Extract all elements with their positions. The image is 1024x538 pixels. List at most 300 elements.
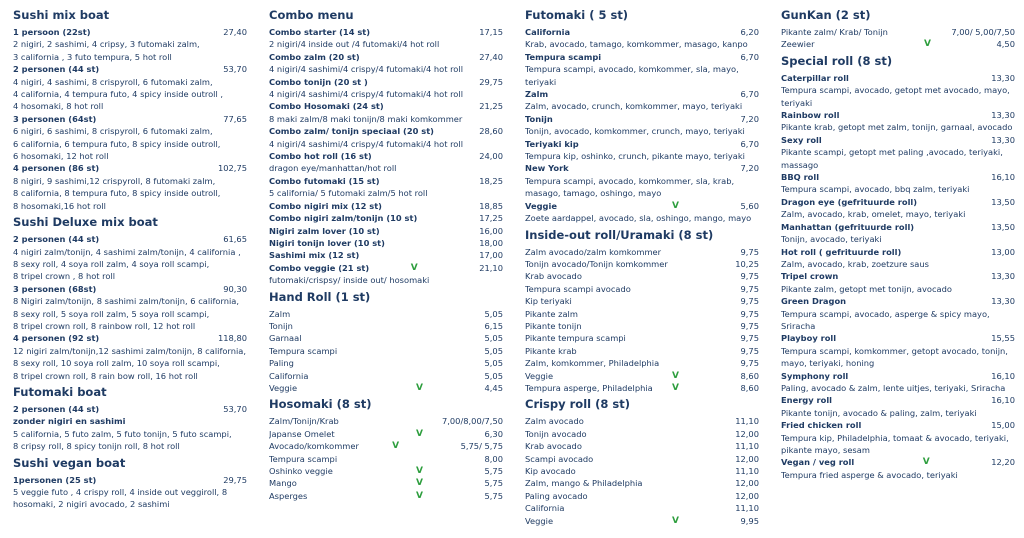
item-description: 4 nigiri/4 sashimi/4 crispy/4 futomaki/4 hot roll — [269, 64, 463, 75]
menu-item — [13, 162, 247, 212]
menu-item — [525, 440, 759, 452]
item-name: Tempura asperge, Philadelphia — [525, 382, 653, 393]
menu-item-row — [269, 477, 503, 489]
item-price: 12,00 — [735, 428, 759, 439]
menu-item-row — [525, 515, 759, 527]
menu-item-row — [269, 76, 503, 88]
vegetarian-icon: V — [672, 200, 679, 211]
menu-section — [781, 54, 1015, 481]
item-name: 2 personen (44 st) — [13, 64, 100, 75]
item-description: 6 california, 6 tempura futo, 8 spicy inside outroll, — [13, 138, 221, 149]
item-description: 5 california, 5 futo zalm, 5 futo tonijn, 5 futo scampi, — [13, 428, 232, 439]
menu-item-row — [525, 308, 759, 320]
item-description: Tempura fried asperge & avocado, teriyaki — [781, 469, 958, 480]
item-price: 7,20 — [740, 113, 759, 124]
menu-item — [781, 295, 1015, 332]
item-description: Tonijn, avocado, komkommer, crunch, mayo, teriyaki — [525, 126, 745, 137]
item-name: Oshinko veggie — [269, 466, 333, 476]
menu-item-row — [269, 26, 503, 38]
item-name: Vegan / veg roll — [781, 457, 855, 468]
menu-section — [269, 397, 503, 502]
item-price: 13,30 — [991, 134, 1015, 145]
vegetarian-icon: V — [672, 370, 679, 381]
item-name: Tempura scampi — [525, 51, 602, 62]
item-price: 4,50 — [996, 39, 1015, 50]
item-name: Sashimi mix (12 st) — [269, 250, 360, 261]
item-name: Tempura scampi avocado — [525, 283, 631, 294]
menu-section — [525, 228, 759, 395]
menu-item-row — [781, 26, 1015, 38]
item-price: 5,75 — [484, 478, 503, 489]
menu-section — [525, 397, 759, 527]
item-description: 6 hosomaki, 12 hot roll — [13, 151, 109, 162]
item-name: Tonijn avocado — [525, 428, 587, 439]
menu-item-row — [525, 295, 759, 307]
menu-item — [525, 51, 759, 88]
menu-item — [525, 428, 759, 440]
menu-item-row — [269, 51, 503, 63]
vegetarian-icon: V — [922, 457, 930, 468]
menu-item — [525, 415, 759, 427]
item-name: Garnaal — [269, 333, 302, 344]
menu-item-row — [525, 88, 759, 100]
menu-item — [269, 76, 503, 101]
item-price: 16,10 — [991, 395, 1015, 406]
menu-section — [13, 456, 247, 511]
menu-column-2 — [269, 8, 503, 502]
item-price: 28,60 — [479, 126, 503, 137]
menu-item — [781, 109, 1015, 134]
menu-item-row — [781, 295, 1015, 307]
vegetarian-icon: V — [924, 39, 931, 50]
item-name: 1 persoon (22st) — [13, 27, 91, 37]
item-price: 10,25 — [735, 258, 759, 269]
item-name: Combo tonijn (20 st ) — [269, 76, 368, 87]
item-name: Veggie — [525, 370, 554, 381]
menu-item — [269, 345, 503, 357]
menu-item — [525, 357, 759, 369]
menu-item-row — [13, 283, 247, 295]
item-description: dragon eye/manhattan/hot roll — [269, 163, 397, 174]
item-price: 90,30 — [223, 283, 247, 294]
item-price: 5,60 — [740, 200, 759, 211]
item-price: 27,40 — [479, 51, 503, 62]
item-description: 4 california, 4 tempura futo, 4 spicy inside outroll , — [13, 89, 224, 100]
menu-item-row — [781, 221, 1015, 233]
menu-item-row — [525, 453, 759, 465]
item-name: Zalm/Tonijn/Krab — [269, 416, 339, 427]
menu-item-row — [269, 237, 503, 249]
item-price: 11,10 — [735, 416, 759, 427]
item-note: zonder nigiri en sashimi — [13, 416, 126, 427]
menu-item-row — [269, 100, 503, 112]
item-name: 4 personen (92 st) — [13, 333, 100, 344]
menu-item — [269, 125, 503, 150]
menu-item — [525, 320, 759, 332]
vegetarian-icon: V — [672, 515, 679, 526]
item-name: Teriyaki kip — [525, 138, 579, 149]
item-price: 5,05 — [484, 333, 503, 344]
menu-item — [269, 428, 503, 440]
item-price: 118,80 — [217, 333, 247, 344]
section-title: Sushi mix boat — [13, 8, 110, 22]
item-name: Combo starter (14 st) — [269, 27, 371, 37]
menu-section — [781, 8, 1015, 51]
item-description: 8 cripsy roll, 8 spicy tonijn roll, 8 hot roll — [13, 441, 180, 452]
menu-column-4 — [781, 8, 1015, 481]
item-name: Combo zalm (20 st) — [269, 51, 360, 62]
menu-section — [13, 385, 247, 453]
menu-section — [269, 290, 503, 395]
item-name: Mango — [269, 478, 297, 489]
item-price: 13,00 — [991, 246, 1015, 257]
item-price: 9,75 — [740, 345, 759, 356]
menu-item — [781, 134, 1015, 171]
menu-item — [269, 382, 503, 394]
menu-item — [13, 233, 247, 283]
item-name: Zalm — [525, 89, 549, 100]
item-description: Tempura scampi, avocado, getopt met avocado, mayo, — [781, 85, 1010, 96]
menu-item-row — [525, 162, 759, 174]
menu-item — [269, 332, 503, 344]
item-description: Pikante krab, getopt met zalm, tonijn, garnaal, avocado — [781, 122, 1013, 133]
menu-item-row — [13, 63, 247, 75]
menu-item-row — [781, 171, 1015, 183]
menu-item-row — [781, 419, 1015, 431]
item-price: 27,40 — [223, 27, 247, 37]
menu-item — [269, 440, 503, 452]
section-title: Sushi Deluxe mix boat — [13, 215, 158, 230]
menu-item-row — [269, 345, 503, 357]
menu-item — [781, 246, 1015, 271]
item-price: 5,75/ 5,75 — [460, 441, 503, 452]
item-name: Paling avocado — [525, 490, 588, 501]
item-price: 6,70 — [740, 89, 759, 100]
menu-item — [525, 332, 759, 344]
menu-item-row — [13, 474, 247, 486]
menu-item-row — [269, 150, 503, 162]
item-price: 17,00 — [479, 250, 503, 261]
menu-item — [269, 212, 503, 224]
item-name: 2 personen (44 st) — [13, 234, 100, 245]
item-price: 21,25 — [479, 101, 503, 112]
menu-item-row — [525, 382, 759, 394]
menu-item-row — [13, 26, 247, 38]
item-name: Tripel crown — [781, 271, 839, 282]
menu-item — [269, 175, 503, 200]
item-name: Kip teriyaki — [525, 296, 572, 307]
item-description: Tempura scampi, komkommer, getopt avocado, tonijn, — [781, 345, 1008, 356]
menu-item-row — [781, 246, 1015, 258]
item-description: Zoete aardappel, avocado, sla, oshingo, mango, mayo — [525, 213, 752, 224]
item-description: Zalm, avocado, crunch, komkommer, mayo, teriyaki — [525, 101, 743, 112]
item-name: Combo nigiri mix (12 st) — [269, 200, 382, 211]
item-price: 53,70 — [223, 64, 247, 75]
item-name: Paling — [269, 358, 294, 369]
menu-item-row — [269, 357, 503, 369]
menu-item — [781, 456, 1015, 481]
menu-item-row — [269, 415, 503, 427]
menu-item — [525, 246, 759, 258]
item-description: 8 sexy roll, 5 soya roll zalm, 5 soya roll scampi, — [13, 308, 210, 319]
menu-item — [269, 51, 503, 76]
item-price: 12,00 — [735, 453, 759, 464]
item-description: Pikante zalm, getopt met tonijn, avocado — [781, 283, 952, 294]
item-price: 9,75 — [740, 296, 759, 307]
vegetarian-icon: V — [672, 382, 679, 393]
item-description: pikante mayo, sesam — [781, 445, 870, 455]
menu-item — [269, 465, 503, 477]
vegetarian-icon: V — [410, 262, 418, 273]
item-name: Dragon eye (gefrituurde roll) — [781, 196, 918, 207]
item-price: 12,00 — [735, 490, 759, 501]
menu-item-row — [269, 125, 503, 137]
menu-item — [781, 370, 1015, 395]
item-name: New York — [525, 163, 569, 174]
item-price: 102,75 — [217, 163, 247, 174]
item-name: Combo futomaki (15 st) — [269, 175, 380, 186]
item-description: Krab, avocado, tamago, komkommer, masago, kanpo — [525, 39, 748, 50]
section-title: Special roll (8 st) — [781, 53, 893, 68]
menu-item — [269, 453, 503, 465]
vegetarian-icon: V — [416, 466, 423, 476]
section-title: Hand Roll (1 st) — [269, 289, 371, 304]
menu-column-1 — [13, 8, 247, 511]
menu-item-row — [269, 200, 503, 212]
menu-item-row — [269, 225, 503, 237]
item-description: Tonijn, avocado, teriyaki — [781, 234, 882, 245]
menu-item-row — [781, 72, 1015, 84]
menu-item — [781, 419, 1015, 456]
vegetarian-icon: V — [392, 441, 400, 452]
menu-item-row — [781, 370, 1015, 382]
menu-section — [13, 215, 247, 382]
item-price: 13,50 — [991, 221, 1015, 232]
item-price: 5,05 — [484, 308, 503, 319]
section-title: Futomaki boat — [13, 384, 107, 399]
item-description: Paling, avocado & zalm, lente uitjes, teriyaki, Sriracha — [781, 382, 1006, 393]
section-title: Futomaki ( 5 st) — [525, 8, 629, 22]
menu-item-row — [269, 490, 503, 502]
item-price: 11,10 — [735, 441, 759, 452]
menu-item — [269, 225, 503, 237]
vegetarian-icon: V — [416, 478, 423, 489]
menu-column-3 — [525, 8, 759, 527]
item-description: 4 nigiri zalm/tonijn, 4 sashimi zalm/tonijn, 4 california , — [13, 246, 241, 257]
item-name: Veggie — [525, 200, 557, 211]
item-name: 4 personen (86 st) — [13, 163, 100, 174]
item-price: 77,65 — [223, 113, 247, 124]
menu-item-row — [525, 200, 759, 212]
menu-item-row — [269, 262, 503, 274]
item-name: Combo nigiri zalm/tonijn (10 st) — [269, 213, 418, 224]
menu-item-row — [269, 428, 503, 440]
menu-item-row — [269, 249, 503, 261]
item-price: 7,20 — [740, 163, 759, 174]
item-name: Energy roll — [781, 395, 833, 406]
menu-item — [13, 63, 247, 113]
item-price: 6,70 — [740, 138, 759, 149]
menu-item-row — [525, 415, 759, 427]
menu-item-row — [13, 403, 247, 415]
menu-item — [525, 465, 759, 477]
item-name: California — [525, 503, 565, 514]
item-description: 8 california, 8 tempura futo, 8 spicy inside outroll, — [13, 188, 221, 199]
menu-item — [525, 162, 759, 199]
item-price: 5,75 — [484, 466, 503, 476]
item-price: 9,75 — [740, 320, 759, 331]
item-description: Tempura scampi, avocado, bbq zalm, teriyaki — [781, 184, 970, 195]
item-description: Sriracha — [781, 320, 816, 331]
menu-item — [525, 26, 759, 51]
menu-item — [525, 283, 759, 295]
item-name: Kip avocado — [525, 466, 576, 476]
menu-item — [525, 113, 759, 138]
item-price: 12,00 — [735, 478, 759, 489]
item-name: Combo veggie (21 st) — [269, 262, 370, 273]
item-name: Hot roll ( gefrituurde roll) — [781, 246, 902, 257]
item-price: 61,65 — [223, 234, 247, 245]
item-name: California — [269, 370, 309, 381]
menu-item — [525, 477, 759, 489]
item-price: 6,15 — [484, 320, 503, 331]
item-price: 21,10 — [479, 262, 503, 273]
item-description: 6 nigiri, 6 sashimi, 8 crispyroll, 6 futomaki zalm, — [13, 126, 213, 137]
menu-item — [269, 308, 503, 320]
item-description: Tempura scampi, avocado, komkommer, sla, krab, — [525, 175, 735, 186]
menu-item — [781, 221, 1015, 246]
item-name: Nigiri tonijn lover (10 st) — [269, 237, 385, 248]
item-name: Combo Hosomaki (24 st) — [269, 101, 384, 112]
menu-item — [525, 490, 759, 502]
menu-item-row — [269, 370, 503, 382]
item-description: 8 tripel crown roll, 8 rain bow roll, 16 hot roll — [13, 370, 198, 381]
menu-item — [269, 150, 503, 175]
item-price: 17,25 — [479, 213, 503, 224]
menu-item-row — [525, 113, 759, 125]
menu-item — [269, 262, 503, 287]
item-name: Combo zalm/ tonijn speciaal (20 st) — [269, 126, 434, 137]
item-description: 12 nigiri zalm/tonijn,12 sashimi zalm/tonijn, 8 california, — [13, 345, 246, 356]
item-name: Combo hot roll (16 st) — [269, 151, 372, 162]
menu-item-row — [525, 246, 759, 258]
item-price: 13,30 — [991, 110, 1015, 121]
menu-item-row — [525, 477, 759, 489]
menu-item — [525, 502, 759, 514]
menu-item — [525, 200, 759, 225]
menu-item-row — [269, 382, 503, 394]
menu-item — [525, 270, 759, 282]
section-title: Inside-out roll/Uramaki (8 st) — [525, 227, 714, 242]
item-name: Symphony roll — [781, 370, 849, 381]
item-price: 18,00 — [479, 237, 503, 248]
menu-item — [269, 357, 503, 369]
item-price: 15,00 — [991, 420, 1015, 431]
menu-item-row — [269, 440, 503, 452]
item-description: 5 california/ 5 futomaki zalm/5 hot roll — [269, 188, 428, 199]
item-name: BBQ roll — [781, 172, 820, 183]
menu-item — [525, 453, 759, 465]
menu-item — [525, 308, 759, 320]
menu-section — [525, 8, 759, 225]
menu-item — [13, 403, 247, 453]
section-title: GunKan (2 st) — [781, 8, 871, 22]
item-name: Tonijn — [525, 113, 553, 124]
menu-section — [269, 8, 503, 287]
item-name: Zeewier — [781, 39, 815, 50]
section-title: Combo menu — [269, 8, 354, 22]
item-description: 5 veggie futo , 4 crispy roll, 4 inside out veggiroll, 8 — [13, 487, 228, 497]
item-description: Pikante scampi, getopt met paling ,avocado, teriyaki, — [781, 147, 1003, 158]
menu-item — [525, 258, 759, 270]
item-description: mayo, teriyaki, honing — [781, 358, 875, 369]
item-name: 3 personen (64st) — [13, 113, 97, 124]
item-price: 16,10 — [991, 172, 1015, 183]
menu-item — [781, 38, 1015, 50]
item-description: 4 hosomaki, 8 hot roll — [13, 101, 104, 112]
item-description: Tempura kip, oshinko, crunch, pikante mayo, teriyaki — [525, 151, 745, 162]
item-price: 53,70 — [223, 403, 247, 414]
item-description: hosomaki, 2 nigiri avocado, 2 sashimi — [13, 499, 170, 510]
item-price: 18,25 — [479, 175, 503, 186]
item-price: 9,75 — [740, 358, 759, 369]
menu-item-row — [781, 270, 1015, 282]
menu-item-row — [269, 175, 503, 187]
menu-section — [13, 8, 247, 212]
item-name: Scampi avocado — [525, 453, 594, 464]
menu-item-row — [525, 502, 759, 514]
menu-item — [525, 382, 759, 394]
item-name: Tempura scampi — [269, 345, 338, 356]
menu-item-row — [13, 113, 247, 125]
menu-item — [525, 345, 759, 357]
menu-item-row — [13, 332, 247, 344]
menu-item-row — [269, 332, 503, 344]
item-description: masago, tamago, oshingo, mayo — [525, 188, 662, 199]
item-price: 9,75 — [740, 271, 759, 282]
vegetarian-icon: V — [416, 382, 423, 393]
menu-item — [781, 26, 1015, 38]
menu-item — [781, 171, 1015, 196]
item-price: 11,10 — [735, 503, 759, 514]
item-description: Zalm, avocado, krab, zoetzure saus — [781, 258, 929, 269]
item-price: 29,75 — [223, 474, 247, 485]
menu-item-row — [781, 109, 1015, 121]
item-price: 12,20 — [991, 457, 1015, 468]
item-price: 16,10 — [991, 370, 1015, 381]
item-price: 13,30 — [991, 271, 1015, 282]
menu-item-row — [525, 320, 759, 332]
item-name: Nigiri zalm lover (10 st) — [269, 225, 380, 236]
item-name: Caterpillar roll — [781, 72, 849, 83]
item-description: 8 tripel crown roll, 8 rainbow roll, 12 hot roll — [13, 320, 196, 331]
menu-item — [781, 394, 1015, 419]
menu-item — [13, 332, 247, 382]
menu-item-row — [525, 428, 759, 440]
item-name: Krab avocado — [525, 441, 582, 452]
menu-item-row — [525, 370, 759, 382]
item-price: 13,30 — [991, 296, 1015, 307]
item-description: massago — [781, 159, 819, 170]
item-price: 9,75 — [740, 308, 759, 319]
menu-item-row — [269, 320, 503, 332]
item-price: 6,20 — [740, 27, 759, 37]
menu-item-row — [269, 212, 503, 224]
menu-item-row — [13, 233, 247, 245]
item-price: 16,00 — [479, 225, 503, 236]
menu-item-row — [781, 134, 1015, 146]
item-name: Asperges — [269, 490, 308, 501]
